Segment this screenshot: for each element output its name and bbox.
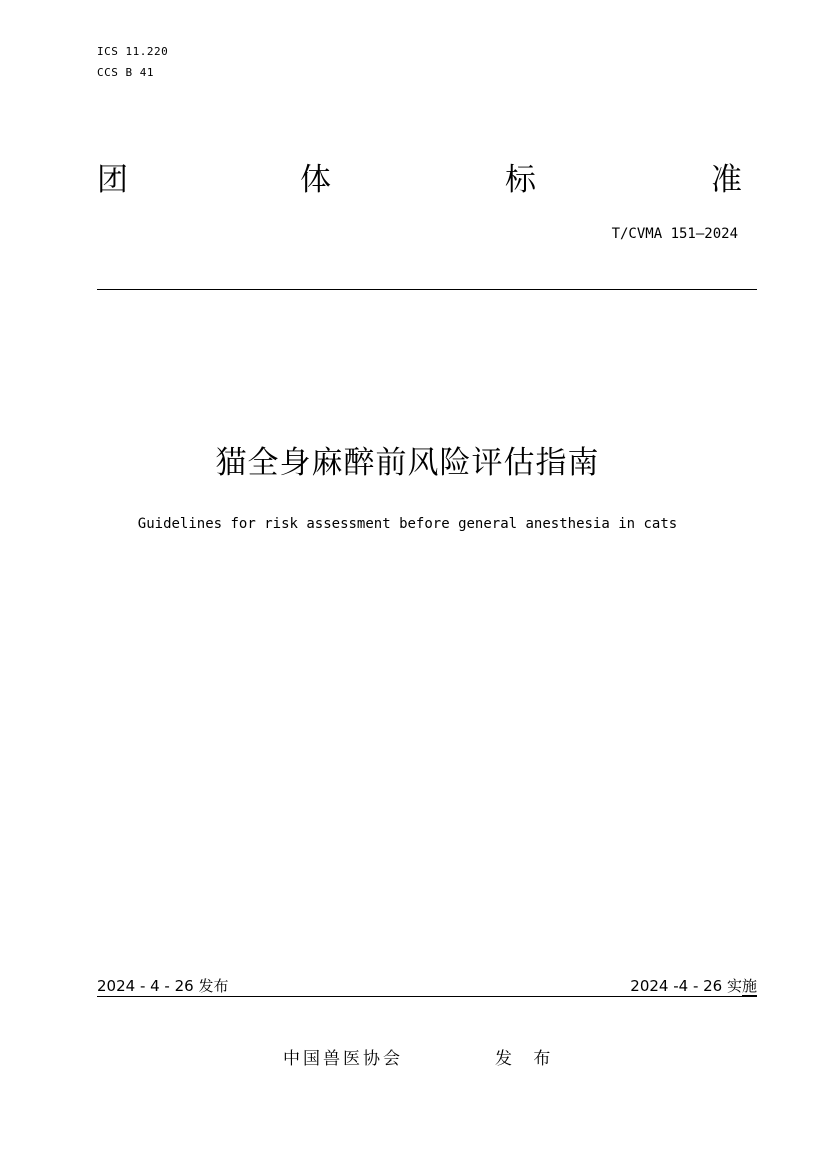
standard-type-char-4: 准 — [711, 162, 742, 198]
standard-type-heading — [97, 158, 745, 202]
implementation-date-end: 施 — [741, 977, 757, 995]
publisher-name: 中国兽医协会 — [283, 1049, 403, 1069]
issue-date: 2024 - 4 - 26 发布 — [97, 977, 229, 995]
standard-type-char-1: 团 — [97, 162, 128, 198]
document-title-chinese: 猫全身麻醉前风险评估指南 — [215, 445, 600, 481]
ics-code: ICS 11.220 — [97, 45, 169, 58]
standard-type-char-3: 标 — [505, 162, 536, 198]
top-divider — [97, 289, 757, 290]
implementation-date — [630, 975, 757, 997]
ccs-code: CCS B 41 — [97, 66, 154, 79]
publish-label: 发 布 — [495, 1049, 559, 1069]
standard-number: T/CVMA 151—2024 — [611, 226, 738, 242]
bottom-divider — [97, 996, 757, 997]
implementation-date-main: 2024 -4 - 26 实 — [630, 977, 742, 995]
standard-type-char-2: 体 — [300, 162, 331, 198]
classification-codes — [97, 41, 168, 83]
document-title-english: Guidelines for risk assessment before general anesthesia in cats — [137, 516, 678, 532]
